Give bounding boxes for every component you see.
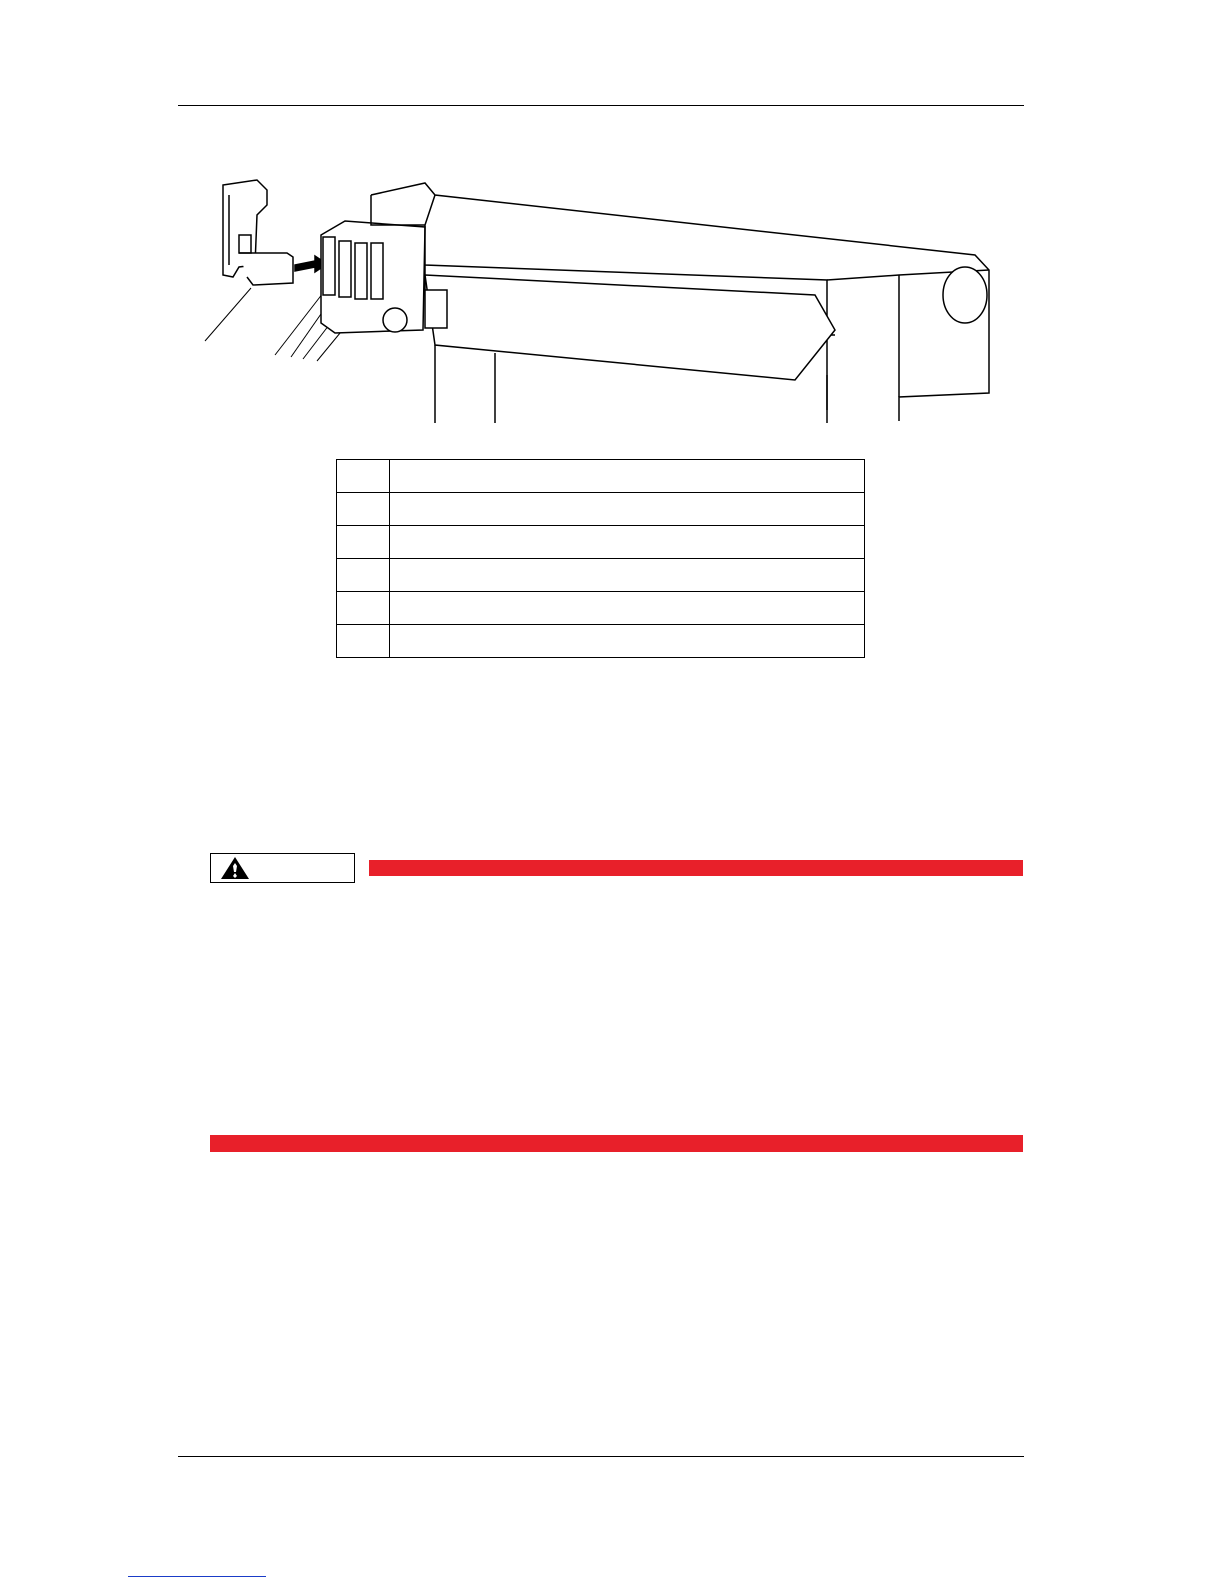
warning-triangle-icon — [220, 856, 250, 880]
row-description — [390, 625, 865, 658]
table-row — [337, 460, 865, 493]
row-number — [337, 592, 390, 625]
caution-end-bar — [210, 1135, 1023, 1152]
row-description — [390, 460, 865, 493]
row-description — [390, 493, 865, 526]
row-description — [390, 526, 865, 559]
table-row — [337, 592, 865, 625]
row-description — [390, 592, 865, 625]
footer-link-underline[interactable] — [128, 1576, 266, 1577]
cartridge-bay — [321, 221, 425, 333]
caution-header-bar — [369, 860, 1023, 876]
caution-label-box — [210, 853, 355, 883]
row-number — [337, 493, 390, 526]
printer-body — [371, 183, 989, 423]
parts-legend-table — [336, 459, 865, 658]
table-row — [337, 526, 865, 559]
row-number — [337, 460, 390, 493]
ink-cartridge — [223, 180, 293, 285]
row-number — [337, 526, 390, 559]
table-row — [337, 625, 865, 658]
printer-illustration — [195, 165, 1025, 425]
row-number — [337, 625, 390, 658]
table-row — [337, 493, 865, 526]
header-rule — [178, 105, 1024, 106]
footer-rule — [178, 1456, 1024, 1457]
row-description — [390, 559, 865, 592]
row-number — [337, 559, 390, 592]
table-row — [337, 559, 865, 592]
